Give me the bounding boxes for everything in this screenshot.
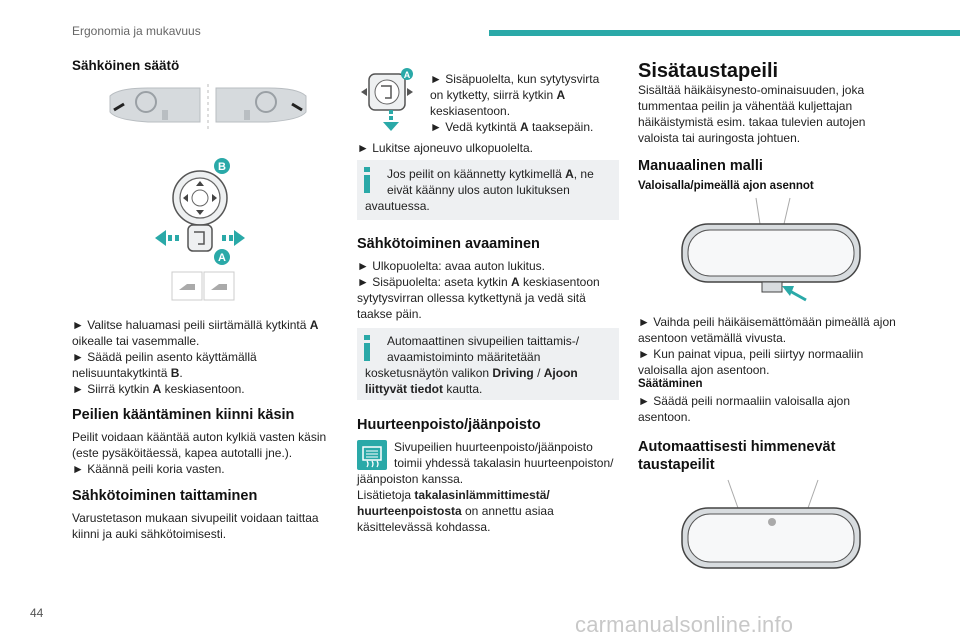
heading-electric-adjust: Sähköinen säätö (72, 58, 180, 73)
manual-mirror-illustration (678, 196, 868, 306)
watermark: carmanualsonline.info (575, 612, 794, 637)
auto-dimming-mirror-illustration (678, 478, 868, 578)
adjust-instructions: ► Valitse haluamasi peili siirtämällä kytkintä A oikealle tai vasemmalle. ► Säädä peilin asento käyttämällä nelisuuntakytkintä B. ► Siirrä kytkin A keskiasentoon. (72, 318, 319, 396)
defrost-text-bottom: jäänpoiston kanssa. Lisätietoja takalasinlämmittimestä/ huurteenpoistosta on annettu asiaa käsittelevässä kohdassa. (357, 472, 554, 534)
sub-day-night: Valoisalla/pimeällä ajon asennot (638, 180, 814, 192)
heading-manual-model: Manuaalinen malli (638, 158, 763, 174)
sub-adjust: Säätäminen (638, 378, 703, 390)
lock-instruction: ► Lukitse ajoneuvo ulkopuolelta. (357, 141, 533, 155)
switch-a-illustration (355, 68, 417, 134)
header-accent-bar (489, 30, 960, 36)
defrost-icon (357, 440, 387, 470)
heading-electric-open: Sähkötoiminen avaaminen (357, 236, 540, 252)
electric-open-text: ► Ulkopuolelta: avaa auton lukitus. ► Sisäpuolelta: aseta kytkin A keskiasentoon sytytysvirran ollessa kytkettynä ja vedä sitä taakse päin. (357, 259, 600, 321)
info-icon (363, 335, 371, 361)
info-icon (363, 167, 371, 193)
label-a: A (218, 252, 226, 264)
label-a-2: A (403, 70, 411, 80)
page-number: 44 (30, 606, 44, 620)
heading-electric-fold: Sähkötoiminen taittaminen (72, 488, 258, 504)
heading-defrost: Huurteenpoisto/jäänpoisto (357, 417, 541, 433)
intro-text: Sisältää häikäisynesto-ominaisuuden, joka tummentaa peilin ja vähentää kuljettajan häikäistymistä esim. takaa tulevien autojen valoista tai auringosta johtuen. (638, 83, 866, 145)
inside-instructions: ► Sisäpuolelta, kun sytytysvirta on kytketty, siirrä kytkin A keskiasentoon. ► Vedä kytkintä A taaksepäin. (430, 72, 600, 134)
manual-fold-text: Peilit voidaan kääntää auton kylkiä vasten käsin (este pysäköitäessä, kapea autotalli jne.). ► Käännä peili koria vasten. (72, 430, 327, 476)
mirror-control-illustration (150, 152, 260, 307)
section-title: Ergonomia ja mukavuus (72, 24, 201, 38)
manual-instructions: ► Vaihda peili häikäisemättömään pimeällä ajon asentoon vetämällä vivusta. ► Kun painat vipua, peili siirtyy normaaliin valoisalla ajon asentoon. (638, 315, 896, 377)
heading-auto-dimming: Automaattisesti himmenevät taustapeilit (638, 439, 836, 473)
electric-fold-text: Varustetason mukaan sivupeilit voidaan taittaa kiinni ja auki sähkötoimisesti. (72, 511, 319, 541)
label-b: B (218, 161, 226, 173)
note-auto-fold: Automaattinen sivupeilien taittamis-/ avaamistoiminto määritetään kosketusnäytön valikon Driving / Ajoon liittyvät tiedot kautta. (357, 328, 619, 400)
defrost-text-top: Sivupeilien huurteenpoisto/jäänpoisto toimii yhdessä takalasin huurteenpoiston/ (394, 440, 614, 470)
note-fold-info: Jos peilit on käännetty kytkimellä A, ne eivät käänny ulos auton lukituksen avautuessa. (357, 160, 619, 220)
heading-manual-fold: Peilien kääntäminen kiinni käsin (72, 407, 295, 423)
page-title: Sisätaustapeili (638, 60, 779, 82)
door-mirrors-illustration (108, 82, 308, 132)
adjust-text: ► Säädä peili normaaliin valoisalla ajon asentoon. (638, 394, 850, 424)
